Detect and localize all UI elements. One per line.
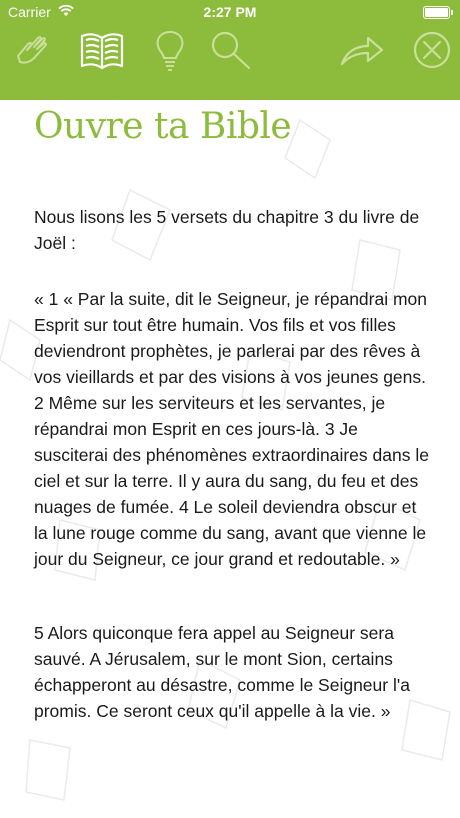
share-arrow-icon[interactable] xyxy=(338,26,386,74)
verses-paragraph-2: 5 Alors quiconque fera appel au Seigneur sera sauvé. A Jérusalem, sur le mont Sion, certains échapperont au désastre, comme le Seigneur l'a promis. Ce seront ceux qu'il appelle à la vie. » xyxy=(34,623,410,721)
bible-icon[interactable] xyxy=(78,26,126,74)
lightbulb-icon[interactable] xyxy=(146,26,194,74)
toolbar xyxy=(0,26,460,74)
battery-icon xyxy=(423,6,450,19)
status-bar xyxy=(0,0,460,24)
search-icon[interactable] xyxy=(206,26,254,74)
page-title: Ouvre ta Bible xyxy=(34,106,292,147)
close-icon[interactable] xyxy=(408,26,456,74)
intro-paragraph: Nous lisons les 5 versets du chapitre 3 du livre de Joël : xyxy=(34,207,420,253)
carrier-label: Carrier xyxy=(8,4,51,20)
hand-icon[interactable] xyxy=(10,26,58,74)
verses-paragraph-1: « 1 « Par la suite, dit le Seigneur, je répandrai mon Esprit sur tout être humain. Vos fils et vos filles deviendront prophètes, je parlerai par des rêves à vos vieillards et par des visions à vos jeunes gens. 2 Même sur les serviteurs et les servantes, je répandrai mon Esprit en ces jours-là. 3 Je susciterai des phénomènes extraordinaires dans le ciel et sur la terre. Il y aura du sang, du feu et des nuages de fumée. 4 Le soleil deviendra obscur et la lune rouge comme du sang, avant que vienne le jour du Seigneur, ce jour grand et redoutable. » xyxy=(34,289,429,569)
header-wave xyxy=(0,82,460,108)
status-time: 2:27 PM xyxy=(203,4,257,20)
